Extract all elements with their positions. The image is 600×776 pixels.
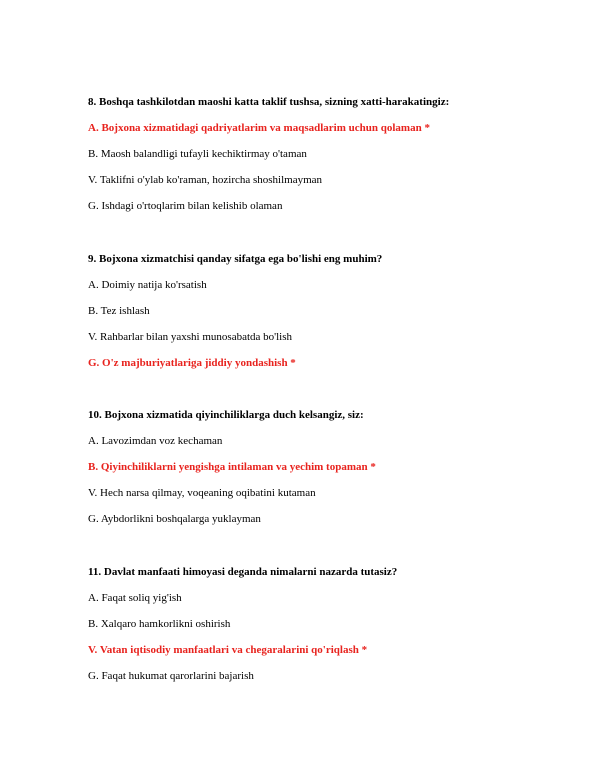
question-8-option-b: B. Maosh balandligi tufayli kechiktirmay o'taman	[88, 148, 307, 160]
question-9-option-b: B. Tez ishlash	[88, 305, 150, 317]
question-8-option-v: V. Taklifni o'ylab ko'raman, hozircha shoshilmayman	[88, 174, 323, 186]
question-10-option-b: B. Qiyinchiliklarni yengishga intilaman va yechim topaman *	[88, 461, 376, 473]
question-block-9	[88, 253, 578, 370]
question-9-text: 9. Bojxona xizmatchisi qanday sifatga ega bo'lishi eng muhim?	[88, 253, 383, 265]
question-9-option-g: G. O'z majburiyatlariga jiddiy yondashish *	[88, 357, 296, 369]
question-10-option-a: A. Lavozimdan voz kechaman	[88, 435, 223, 447]
question-11-option-b: B. Xalqaro hamkorlikni oshirish	[88, 618, 231, 630]
question-9-option-a: A. Doimiy natija ko'rsatish	[88, 279, 207, 291]
question-10-option-g: G. Aybdorlikni boshqalarga yuklayman	[88, 513, 261, 525]
question-block-10	[88, 409, 578, 526]
question-11-option-a: A. Faqat soliq yig'ish	[88, 592, 182, 604]
question-8-text: 8. Boshqa tashkilotdan maoshi katta taklif tushsa, sizning xatti-harakatingiz:	[88, 96, 450, 108]
question-11-option-v: V. Vatan iqtisodiy manfaatlari va chegaralarini qo'riqlash *	[88, 644, 368, 656]
question-10-text: 10. Bojxona xizmatida qiyinchiliklarga duch kelsangiz, siz:	[88, 409, 364, 421]
question-11-option-g: G. Faqat hukumat qarorlarini bajarish	[88, 670, 254, 682]
question-block-11	[88, 566, 578, 683]
question-8-option-g: G. Ishdagi o'rtoqlarim bilan kelishib olaman	[88, 200, 283, 212]
question-10-option-v: V. Hech narsa qilmay, voqeaning oqibatini kutaman	[88, 487, 316, 499]
question-8-option-a: A. Bojxona xizmatidagi qadriyatlarim va maqsadlarim uchun qolaman *	[88, 122, 430, 134]
question-11-text: 11. Davlat manfaati himoyasi deganda nimalarni nazarda tutasiz?	[88, 566, 398, 578]
question-block-8	[88, 96, 578, 213]
question-9-option-v: V. Rahbarlar bilan yaxshi munosabatda bo'lish	[88, 331, 293, 343]
